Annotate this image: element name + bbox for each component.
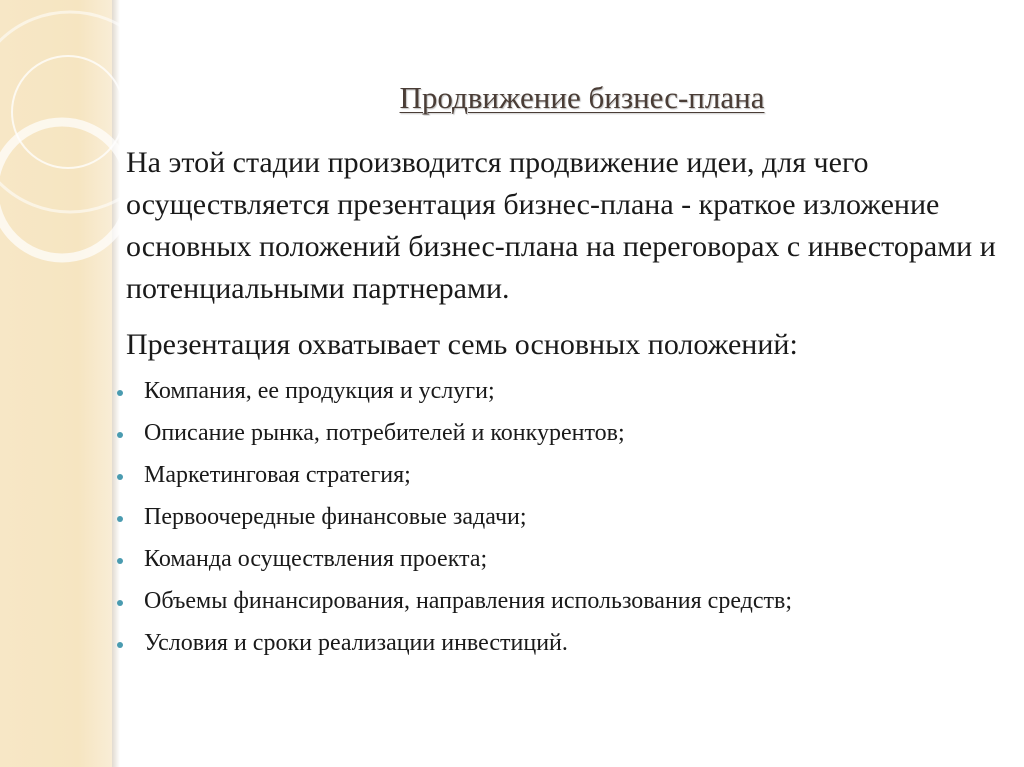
bullet-icon: [117, 516, 123, 522]
list-item: [113, 420, 993, 447]
slide-title: [0, 80, 1024, 116]
list-item-text: Объемы финансирования, направления использования средств;: [144, 588, 793, 614]
bullet-icon: [117, 600, 123, 606]
bullet-icon: [117, 642, 123, 648]
list-item: [113, 462, 993, 489]
slide-title-text: Продвижение бизнес-плана: [399, 80, 765, 115]
list-item-text: Компания, ее продукция и услуги;: [144, 378, 495, 404]
list-item-text: Команда осуществления проекта;: [144, 546, 488, 572]
body-paragraph: На этой стадии производится продвижение идеи, для чего осуществляется презентация бизнес-плана - краткое изложение основных положений бизнес-плана на переговорах с инвесторами и потенциальными партнерами.: [126, 146, 996, 305]
list-item: [113, 378, 993, 405]
bullet-icon: [117, 432, 123, 438]
list-item-text: Условия и сроки реализации инвестиций.: [144, 630, 568, 656]
bullet-icon: [117, 474, 123, 480]
list-item-text: Первоочередные финансовые задачи;: [144, 504, 527, 530]
list-item-text: Маркетинговая стратегия;: [144, 462, 411, 488]
list-intro: Презентация охватывает семь основных положений:: [126, 328, 798, 361]
list-item: [113, 546, 993, 573]
thick-ring: [0, 122, 130, 258]
list-item-text: Описание рынка, потребителей и конкурентов;: [144, 420, 625, 446]
list-item: [113, 588, 834, 615]
bullet-icon: [117, 390, 123, 396]
bullet-icon: [117, 558, 123, 564]
list-item: [113, 504, 993, 531]
list-item: [113, 630, 993, 657]
positions-list: [113, 378, 993, 672]
